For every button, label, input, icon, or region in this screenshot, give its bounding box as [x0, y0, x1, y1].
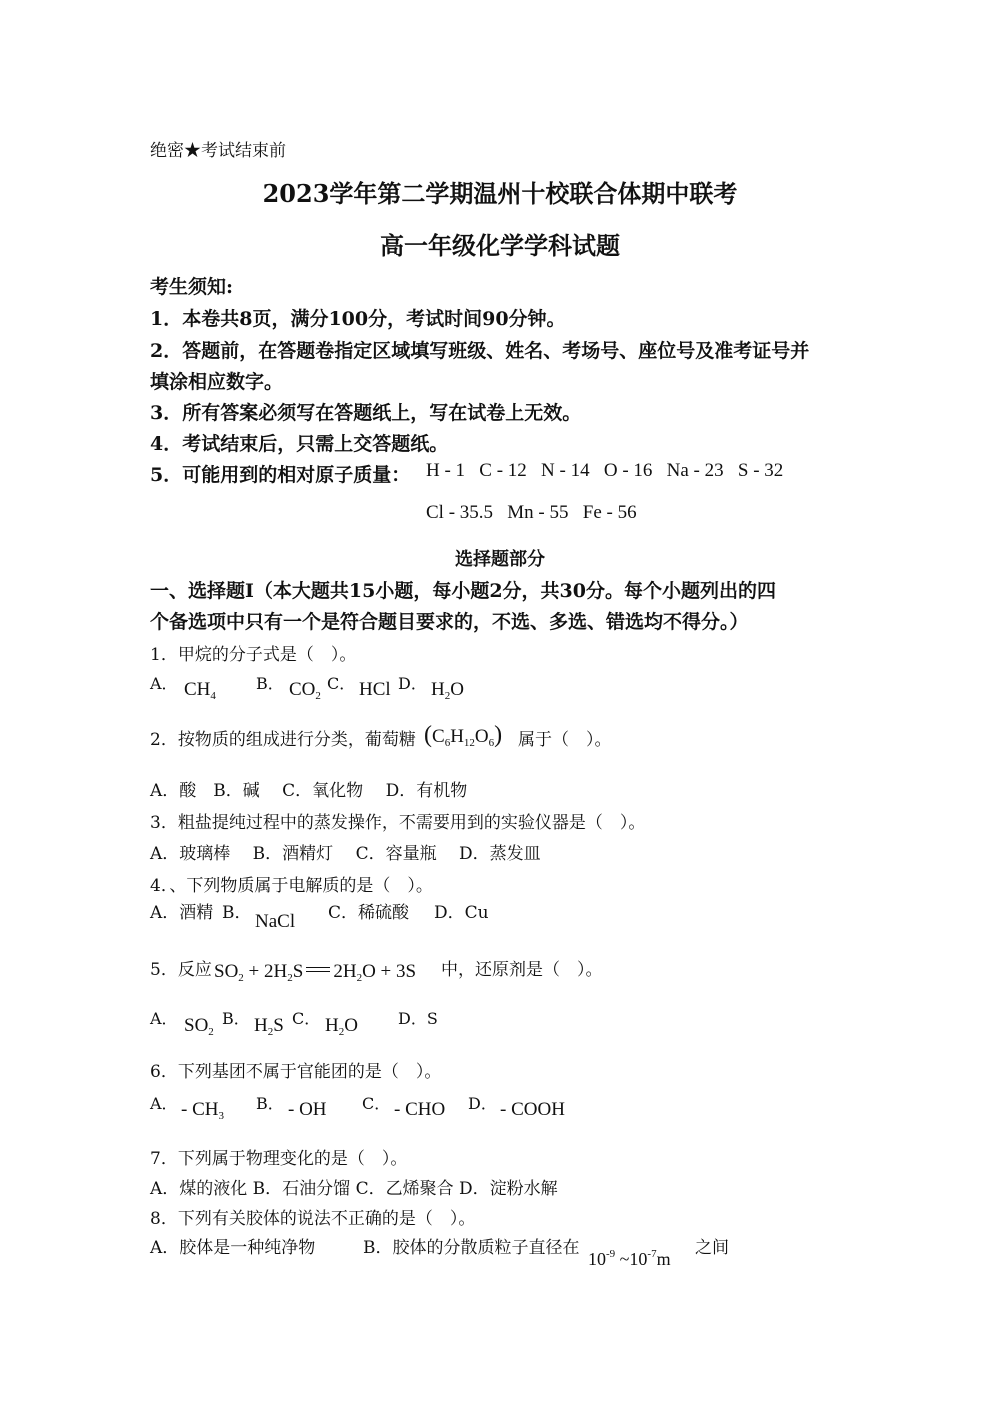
- question-1-option-d-formula: $H_2O$: [431, 679, 464, 702]
- question-1-option-c-label: C．: [327, 674, 356, 693]
- notice-heading: 考生须知:: [150, 276, 234, 298]
- atomic-masses-line-1: H - 1 C - 12 N - 14 O - 16 Na - 23 S - 32: [426, 460, 784, 481]
- question-2-stem-post: 属于（ ）。: [518, 730, 612, 750]
- question-6-stem: 6．下列基团不属于官能团的是（ ）。: [150, 1062, 442, 1082]
- question-1-option-c-formula: HCl: [359, 679, 391, 700]
- question-7-options: A．煤的液化 B．石油分馏 C．乙烯聚合 D．淀粉水解: [150, 1179, 558, 1199]
- question-6-option-b-label: B．: [256, 1094, 284, 1113]
- question-5-equation: $SO_2 + 2H_2S$ $2H_2O + 3S$: [214, 961, 417, 984]
- notice-item-5-label: 5．可能用到的相对原子质量：: [150, 464, 411, 486]
- question-5-option-a-label: A．: [150, 1009, 178, 1028]
- question-5-option-b-formula: $H_2S$: [254, 1015, 284, 1038]
- question-1-option-a-label: A．: [150, 674, 178, 693]
- question-1-option-b-label: B．: [256, 674, 284, 693]
- atomic-masses-line-2: Cl - 35.5 Mn - 55 Fe - 56: [426, 502, 637, 523]
- question-8-size-range: $10^{-9}$ $\sim 10^{-7}m$: [588, 1248, 671, 1269]
- question-3-stem: 3．粗盐提纯过程中的蒸发操作，不需要用到的实验仪器是（ ）。: [150, 813, 646, 833]
- question-4-option-c: C．稀硫酸: [328, 903, 410, 923]
- question-8-stem: 8．下列有关胶体的说法不正确的是（ ）。: [150, 1209, 476, 1229]
- question-4-option-d: D．Cu: [434, 903, 489, 923]
- question-5-stem-post: 中，还原剂是（ ）。: [441, 960, 603, 980]
- equals-sign: [306, 967, 330, 972]
- question-6-option-a-label: A．: [150, 1094, 178, 1113]
- secret-note: 绝密★考试结束前: [150, 141, 286, 161]
- question-7-stem: 7．下列属于物理变化的是（ ）。: [150, 1149, 408, 1169]
- part-title: 选择题部分: [455, 549, 545, 570]
- question-5-option-a-formula: $SO_2$: [184, 1015, 214, 1038]
- question-8-option-a: A．胶体是一种纯净物: [150, 1238, 316, 1258]
- question-2-options: A．酸 B．碱 C．氧化物 D．有机物: [150, 781, 468, 801]
- question-5-option-c-label: C．: [292, 1009, 321, 1028]
- question-5-stem-pre: 5．反应: [150, 960, 212, 980]
- notice-item-4: 4．考试结束后，只需上交答题纸。: [150, 433, 449, 455]
- question-1-option-a-formula: $CH_4$: [184, 679, 216, 702]
- question-1-option-d-label: D．: [398, 674, 427, 693]
- question-6-option-d-formula: - COOH: [500, 1099, 565, 1120]
- question-4-option-a: A．酒精: [150, 903, 214, 923]
- question-1-option-b-formula: $CO_2$: [289, 679, 321, 702]
- notice-item-2-line-1: 2．答题前，在答题卷指定区域填写班级、姓名、考场号、座位号及准考证号并: [150, 340, 810, 362]
- question-4-option-b-label: B．: [222, 903, 252, 923]
- question-5-option-d: D．S: [398, 1009, 438, 1028]
- question-1-stem: 1．甲烷的分子式是（ ）。: [150, 645, 357, 665]
- question-6-option-a-formula: - $CH_3$: [181, 1099, 224, 1122]
- question-4-option-b-formula: NaCl: [255, 911, 296, 932]
- question-6-option-b-formula: - OH: [288, 1099, 327, 1120]
- notice-item-2-line-2: 填涂相应数字。: [150, 371, 284, 393]
- question-5-option-c-formula: $H_2O$: [325, 1015, 358, 1038]
- notice-item-3: 3．所有答案必须写在答题纸上，写在试卷上无效。: [150, 402, 582, 424]
- question-8-option-b: B．胶体的分散质粒子直径在: [363, 1238, 580, 1258]
- question-4-stem: 4．、下列物质属于电解质的是（ ）。: [150, 876, 433, 896]
- part1-instructions-line-1: 一、选择题Ⅰ（本大题共15小题，每小题2分，共30分。每个小题列出的四: [150, 580, 776, 602]
- question-6-option-c-label: C．: [362, 1094, 391, 1113]
- question-5-option-b-label: B．: [222, 1009, 250, 1028]
- question-2-stem-pre: 2．按物质的组成进行分类，葡萄糖: [150, 730, 416, 750]
- part1-instructions-line-2: 个备选项中只有一个是符合题目要求的，不选、多选、错选均不得分。）: [150, 611, 749, 633]
- question-6-option-d-label: D．: [468, 1094, 497, 1113]
- question-8-option-b-post: 之间: [695, 1238, 729, 1258]
- exam-subtitle: 高一年级化学学科试题: [380, 231, 620, 260]
- question-3-options: A．玻璃棒 B．酒精灯 C．容量瓶 D．蒸发皿: [150, 844, 541, 864]
- notice-item-1: 1．本卷共8页，满分100分，考试时间90分钟。: [150, 308, 566, 330]
- question-6-option-c-formula: - CHO: [394, 1099, 446, 1120]
- exam-title: 2023学年第二学期温州十校联合体期中联考: [262, 179, 738, 208]
- question-2-glucose-formula: $(C_6H_{12}O_6)$: [424, 722, 503, 749]
